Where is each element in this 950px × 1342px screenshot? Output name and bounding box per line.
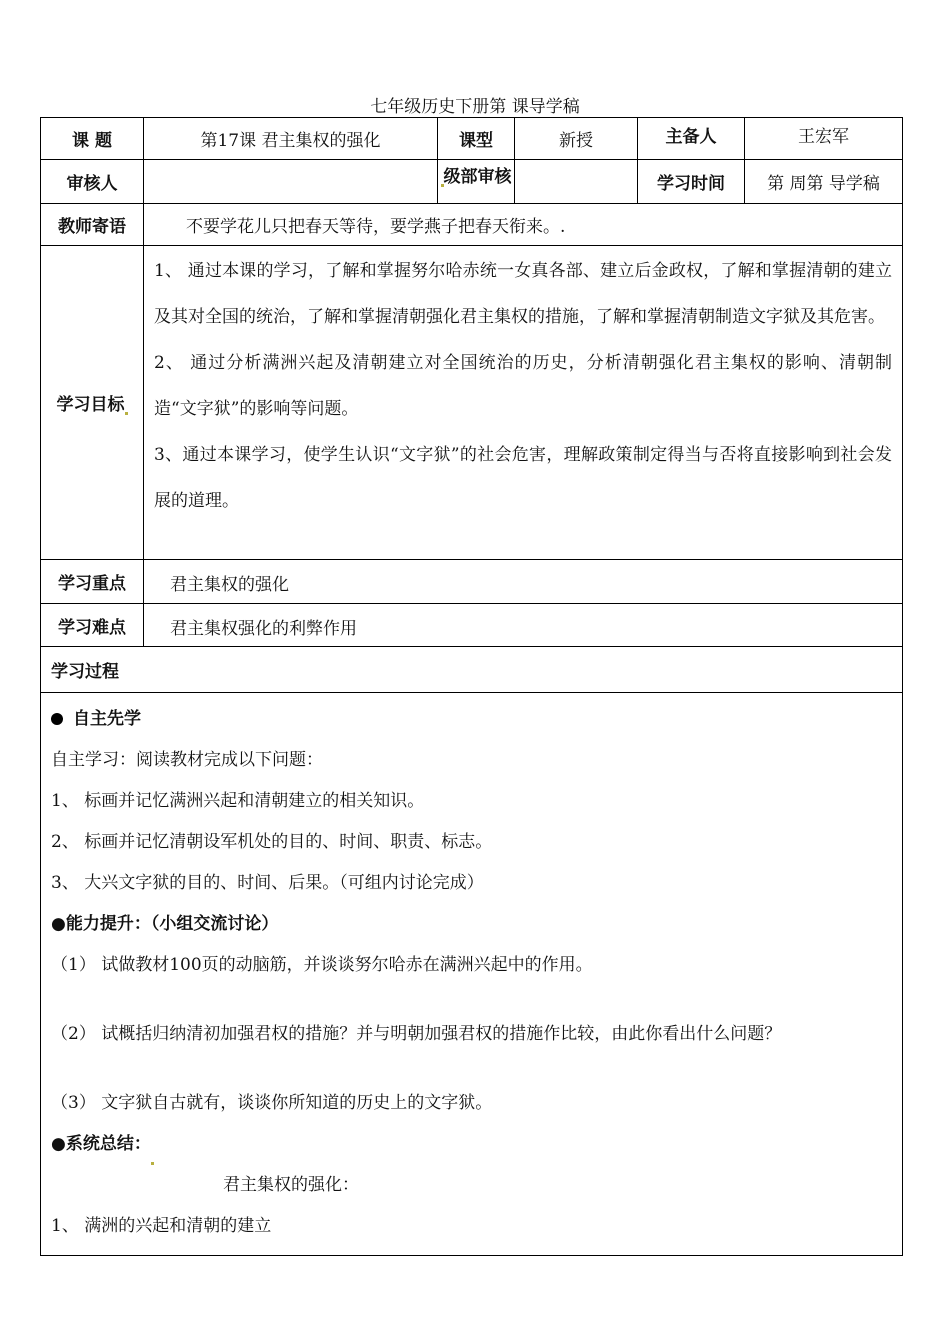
preparer-label: 主备人 (638, 118, 745, 160)
study-time-value: 第 周第 导学稿 (745, 160, 903, 204)
process-label: 学习过程 (41, 647, 903, 693)
self-study-item: 2、 标画并记忆清朝设军机处的目的、时间、职责、标志。 (51, 832, 493, 852)
reviewer-value (144, 160, 438, 204)
teacher-message-label: 教师寄语 (41, 204, 144, 246)
teacher-message-text: 不要学花儿只把春天等待，要学燕子把春天衔来。. (144, 204, 903, 246)
ability-item: （1） 试做教材100页的动脑筋，并谈谈努尔哈赤在满洲兴起中的作用。 (51, 955, 593, 975)
summary-title: 君主集权的强化： (223, 1175, 359, 1195)
page-title: 七年级历史下册第 课导学稿 (370, 97, 580, 117)
key-point-label: 学习重点 (41, 560, 144, 604)
goal-item: 1、 通过本课的学习，了解和掌握努尔哈赤统一女真各部、建立后金政权，了解和掌握清朝的建立及其对全国的统治，了解和掌握清朝强化君主集权的措施，了解和掌握清朝制造文字狱及其危害。 (154, 261, 893, 327)
goal-item: 3、通过本课学习，使学生认识“文字狱”的社会危害，理解政策制定得当与否将直接影响到社会发展的道理。 (154, 445, 893, 511)
row-goals (41, 246, 903, 560)
goals-content (144, 246, 903, 560)
type-label: 课型 (438, 118, 515, 160)
lesson-table (40, 117, 903, 1256)
grade-review-value (515, 160, 638, 204)
process-content (41, 693, 903, 1256)
type-value: 新授 (515, 118, 638, 160)
row-process-content (41, 693, 903, 1256)
guide-sheet (40, 117, 902, 1256)
key-point-text: 君主集权的强化 (144, 560, 903, 604)
row-teacher-message (41, 204, 903, 246)
ability-heading: ●能力提升：（小组交流讨论） (51, 914, 279, 934)
difficulty-label: 学习难点 (41, 604, 144, 647)
difficulty-text: 君主集权强化的利弊作用 (144, 604, 903, 647)
lesson-value: 第17课 君主集权的强化 (144, 118, 438, 160)
row-lesson (41, 118, 903, 160)
ability-item: （2） 试概括归纳清初加强君权的措施？并与明朝加强君权的措施作比较，由此你看出什么问题？ (51, 1024, 782, 1044)
preparer-value: 王宏军 (745, 118, 903, 160)
self-study-heading: 自主先学 (51, 699, 892, 740)
self-study-item: 1、 标画并记忆满洲兴起和清朝建立的相关知识。 (51, 791, 425, 811)
row-difficulty (41, 604, 903, 647)
row-review (41, 160, 903, 204)
self-study-item: 3、 大兴文字狱的目的、时间、后果。（可组内讨论完成） (51, 873, 484, 893)
self-study-intro: 自主学习：阅读教材完成以下问题： (51, 750, 323, 770)
goals-label: 学习目标 (41, 246, 144, 560)
lesson-label: 课 题 (41, 118, 144, 160)
bullet-icon (51, 713, 63, 725)
summary-heading: ●系统总结： (51, 1124, 892, 1165)
reviewer-label: 审核人 (41, 160, 144, 204)
row-key-point (41, 560, 903, 604)
ability-item: （3） 文字狱自古就有，谈谈你所知道的历史上的文字狱。 (51, 1093, 493, 1113)
row-process-label (41, 647, 903, 693)
grade-review-label: 级部审核 (438, 160, 515, 204)
summary-item: 1、 满洲的兴起和清朝的建立 (51, 1216, 272, 1236)
goal-item: 2、 通过分析满洲兴起及清朝建立对全国统治的历史，分析清朝强化君主集权的影响、清朝制造“文字狱”的影响等问题。 (154, 353, 893, 419)
study-time-label: 学习时间 (638, 160, 745, 204)
